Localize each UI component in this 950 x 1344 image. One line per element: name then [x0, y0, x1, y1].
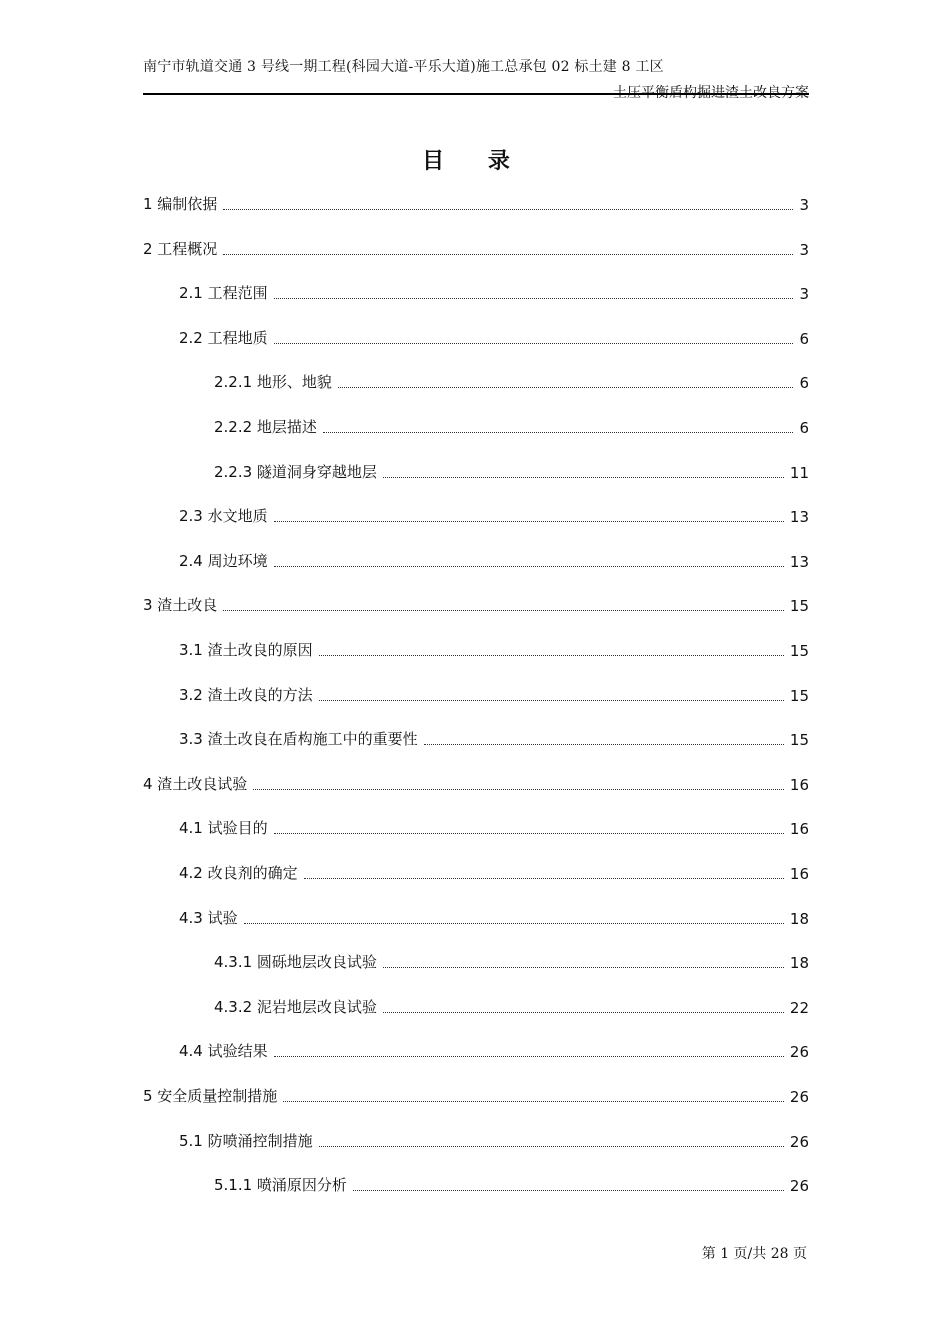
toc-entry-label: 4.1 试验目的: [179, 819, 268, 837]
toc-entry[interactable]: [214, 948, 809, 972]
toc-entry-label: 4.3 试验: [179, 909, 238, 927]
toc-entry-label: 2.1 工程范围: [179, 284, 268, 302]
toc-entry[interactable]: [179, 324, 809, 348]
toc-entry-page: 3: [799, 196, 809, 214]
toc-leader-dots: [338, 387, 794, 388]
toc-leader-dots: [223, 254, 793, 255]
page-number: 第 1 页/共 28 页: [701, 1246, 807, 1262]
toc-entry[interactable]: [179, 279, 809, 303]
toc-entry-page: 22: [789, 999, 809, 1017]
toc-entry-label: 5.1 防喷涌控制措施: [179, 1132, 313, 1150]
toc-entry[interactable]: [179, 681, 809, 705]
toc-entry-label: 3 渣土改良: [143, 596, 218, 614]
toc-entry-page: 11: [789, 464, 809, 482]
header-rule: [143, 93, 809, 95]
toc-leader-dots: [283, 1101, 784, 1102]
toc-entry[interactable]: [214, 1171, 809, 1195]
toc-entry[interactable]: [143, 190, 809, 214]
toc-entry-label: 4.2 改良剂的确定: [179, 864, 298, 882]
toc-entry-label: 2.2.3 隧道洞身穿越地层: [214, 463, 377, 481]
toc-entry[interactable]: [214, 413, 809, 437]
toc-entry-page: 13: [789, 553, 809, 571]
toc-entry-page: 18: [789, 954, 809, 972]
toc-entry[interactable]: [214, 368, 809, 392]
page-header: [143, 56, 809, 102]
toc-entry-label: 4.3.2 泥岩地层改良试验: [214, 998, 377, 1016]
toc-leader-dots: [304, 878, 784, 879]
toc-entry[interactable]: [143, 770, 809, 794]
toc-entry[interactable]: [179, 725, 809, 749]
toc-leader-dots: [274, 521, 784, 522]
toc-entry-page: 26: [789, 1177, 809, 1195]
toc-leader-dots: [319, 700, 784, 701]
toc-entry-label: 2.2.2 地层描述: [214, 418, 317, 436]
toc-entry[interactable]: [179, 859, 809, 883]
toc-leader-dots: [383, 967, 784, 968]
toc-leader-dots: [319, 1146, 784, 1147]
toc-leader-dots: [223, 610, 784, 611]
toc-entry-page: 6: [799, 374, 809, 392]
toc-entry-label: 3.1 渣土改良的原因: [179, 641, 313, 659]
toc-leader-dots: [323, 432, 794, 433]
toc-leader-dots: [353, 1190, 784, 1191]
header-document-title: 土压平衡盾构掘进渣土改良方案: [613, 85, 809, 101]
toc-entry-page: 15: [789, 731, 809, 749]
toc-entry-page: 6: [799, 330, 809, 348]
toc-entry[interactable]: [179, 814, 809, 838]
toc-entry[interactable]: [179, 1127, 809, 1151]
toc-leader-dots: [274, 833, 784, 834]
toc-leader-dots: [319, 655, 784, 656]
toc-entry-page: 15: [789, 642, 809, 660]
toc-entry-page: 15: [789, 597, 809, 615]
toc-entry[interactable]: [179, 502, 809, 526]
toc-entry-label: 2.4 周边环境: [179, 552, 268, 570]
toc-entry-label: 4.3.1 圆砾地层改良试验: [214, 953, 377, 971]
toc-entry-page: 3: [799, 241, 809, 259]
toc-title: 目 录: [422, 149, 528, 174]
toc-entry-label: 2.2 工程地质: [179, 329, 268, 347]
toc-leader-dots: [274, 566, 784, 567]
toc-entry[interactable]: [214, 458, 809, 482]
toc-entry-label: 2 工程概况: [143, 240, 218, 258]
toc-entry[interactable]: [214, 993, 809, 1017]
toc-entry[interactable]: [179, 1037, 809, 1061]
toc-entry-page: 16: [789, 865, 809, 883]
toc-entry-label: 4 渣土改良试验: [143, 775, 248, 793]
toc-leader-dots: [274, 1056, 784, 1057]
toc-entry-page: 16: [789, 820, 809, 838]
toc-leader-dots: [274, 343, 794, 344]
toc-entry[interactable]: [179, 904, 809, 928]
toc-leader-dots: [424, 744, 784, 745]
toc-entry[interactable]: [179, 547, 809, 571]
toc-leader-dots: [274, 298, 794, 299]
toc-leader-dots: [223, 209, 793, 210]
toc-entry[interactable]: [179, 636, 809, 660]
toc-entry-label: 5.1.1 喷涌原因分析: [214, 1176, 347, 1194]
toc-leader-dots: [383, 1012, 784, 1013]
toc-entry-page: 6: [799, 419, 809, 437]
toc-entry-label: 3.3 渣土改良在盾构施工中的重要性: [179, 730, 418, 748]
toc-leader-dots: [253, 789, 784, 790]
toc-entry-page: 18: [789, 910, 809, 928]
toc-entry-label: 4.4 试验结果: [179, 1042, 268, 1060]
toc-entry-label: 2.3 水文地质: [179, 507, 268, 525]
toc-entry-label: 3.2 渣土改良的方法: [179, 686, 313, 704]
toc-entry-page: 26: [789, 1043, 809, 1061]
toc-entry-label: 1 编制依据: [143, 195, 218, 213]
toc-entry[interactable]: [143, 591, 809, 615]
toc-leader-dots: [383, 477, 784, 478]
toc-entry-label: 2.2.1 地形、地貌: [214, 373, 332, 391]
header-project-title: 南宁市轨道交通 3 号线一期工程(科园大道-平乐大道)施工总承包 02 标土建 8 工区: [143, 59, 664, 75]
toc-entry-page: 26: [789, 1088, 809, 1106]
toc-leader-dots: [244, 923, 784, 924]
toc-entry-page: 15: [789, 687, 809, 705]
toc-entry-label: 5 安全质量控制措施: [143, 1087, 278, 1105]
toc-entry-page: 13: [789, 508, 809, 526]
toc-entry-page: 3: [799, 285, 809, 303]
toc-entry[interactable]: [143, 235, 809, 259]
toc-entry[interactable]: [143, 1082, 809, 1106]
toc-entry-page: 16: [789, 776, 809, 794]
toc-entry-page: 26: [789, 1133, 809, 1151]
